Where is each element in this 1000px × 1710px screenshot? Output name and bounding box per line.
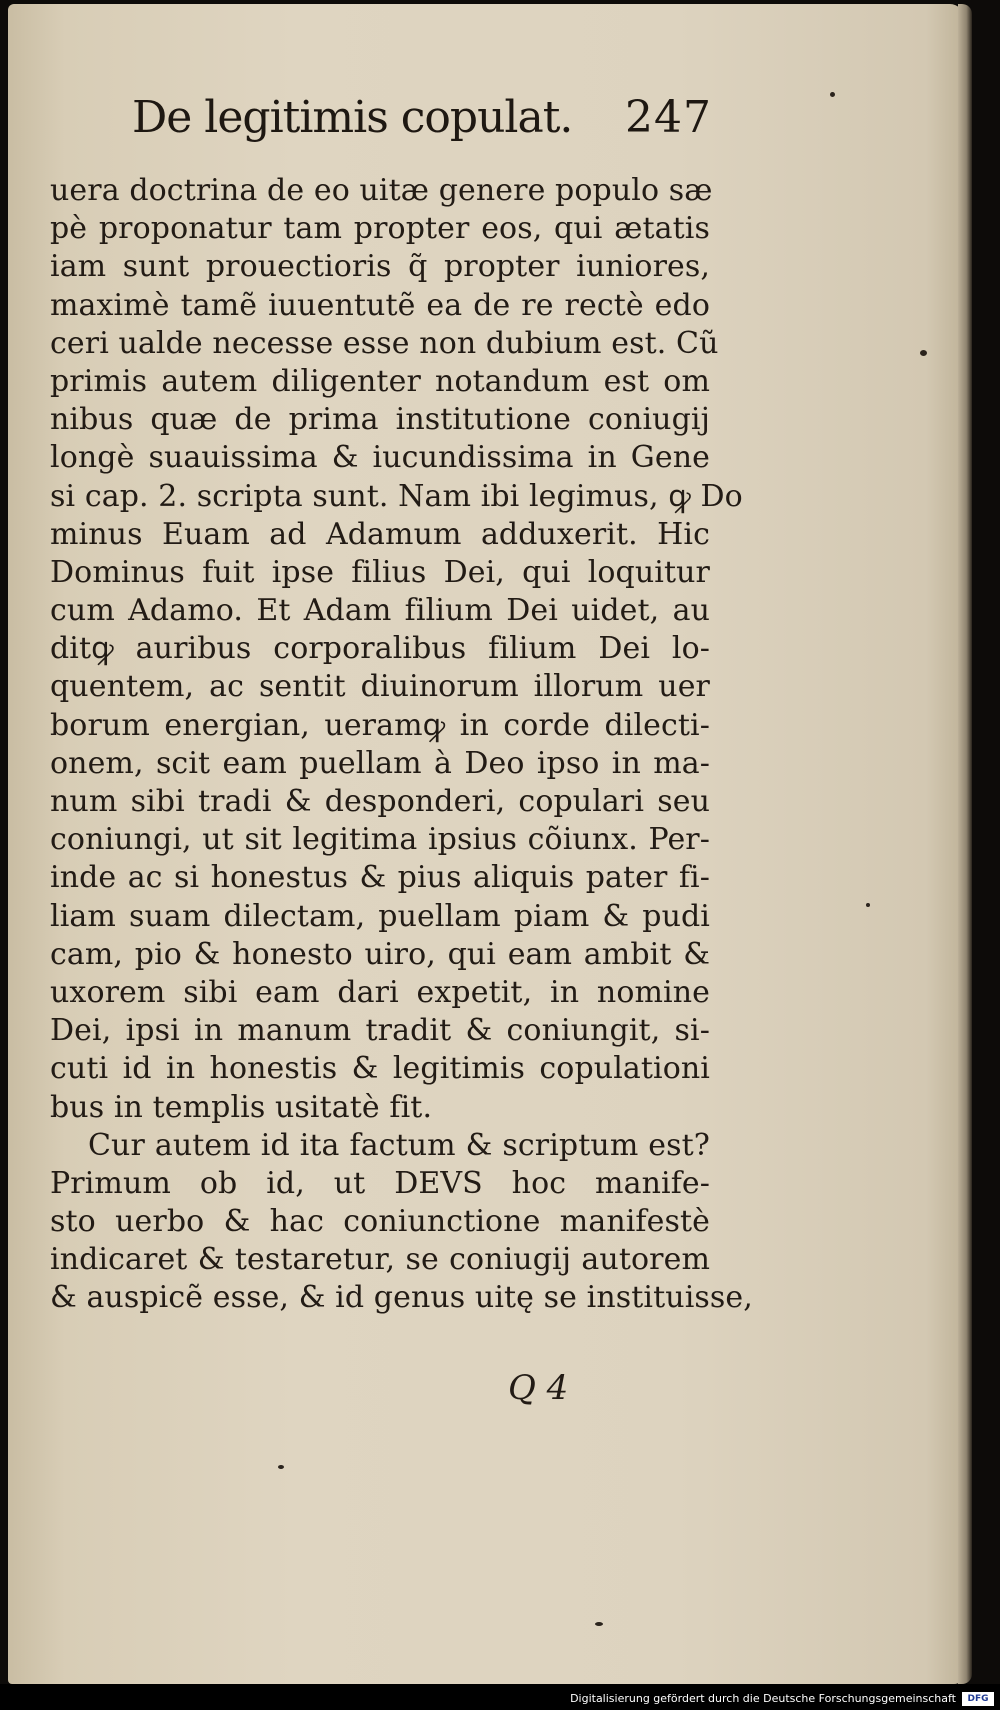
- text-line: ceri ualde necesse esse non dubium est. Cũ: [50, 325, 719, 361]
- text-line: cuti id in honestis & legitimis copulationi: [50, 1051, 710, 1087]
- text-line: maximè tamẽ iuuentutẽ ea de re rectè edo: [50, 287, 710, 323]
- text-line: sto uerbo & hac coniunctione manifestè: [50, 1204, 710, 1240]
- text-line: uera doctrina de eo uitæ genere populo sæ: [50, 173, 713, 208]
- text-line: borum energian, ueramꝙ in corde dilecti-: [50, 707, 710, 743]
- text-line: Dei, ipsi in manum tradit & coniungit, si-: [50, 1013, 710, 1049]
- paper-speck: [595, 1622, 603, 1626]
- text-line: onem, scit eam puellam à Deo ipso in ma-: [50, 745, 710, 781]
- paper-speck: [920, 350, 927, 356]
- paper-speck: [278, 1465, 284, 1469]
- text-line: coniungi, ut sit legitima ipsius cõiunx. Per-: [50, 822, 710, 858]
- text-line: indicaret & testaretur, se coniugij autorem: [50, 1242, 710, 1278]
- signature-mark: Q 4: [508, 1368, 569, 1408]
- text-line: iam sunt prouectioris q̃ propter iuniores,: [50, 249, 710, 285]
- text-line: inde ac si honestus & pius aliquis pater fi-: [50, 860, 710, 896]
- page-header: [132, 92, 712, 150]
- running-head: De legitimis copulat.: [132, 92, 573, 143]
- body-text: [50, 172, 753, 1318]
- text-line: Primum ob id, ut DEVS hoc manife-: [50, 1165, 710, 1201]
- text-line: cam, pio & honesto uiro, qui eam ambit &: [50, 936, 710, 972]
- paper-speck: [866, 903, 870, 907]
- text-line: pè proponatur tam propter eos, qui ætatis: [50, 211, 710, 247]
- paragraph-start-line: Cur autem id ita factum & scriptum est?: [88, 1127, 710, 1163]
- text-line: & auspicẽ esse, & id genus uitę se instituisse,: [50, 1280, 753, 1316]
- paper-speck: [830, 92, 835, 97]
- text-line: uxorem sibi eam dari expetit, in nomine: [50, 974, 710, 1010]
- text-line: quentem, ac sentit diuinorum illorum uer: [50, 669, 710, 705]
- dfg-logo: DFG: [962, 1692, 994, 1706]
- text-line: Dominus fuit ipse filius Dei, qui loquitur: [50, 554, 710, 590]
- page-edge: [958, 4, 972, 1684]
- page-number: 247: [625, 92, 712, 143]
- text-line: num sibi tradi & desponderi, copulari seu: [50, 784, 710, 819]
- text-line: nibus quæ de prima institutione coniugij: [50, 402, 710, 438]
- funding-credit: Digitalisierung gefördert durch die Deutsche Forschungsgemeinschaft: [570, 1692, 956, 1705]
- text-line: ditꝙ auribus corporalibus filium Dei lo-: [50, 631, 710, 667]
- text-line: bus in templis usitatè fit.: [50, 1089, 433, 1125]
- text-line: longè suauissima & iucundissima in Gene: [50, 440, 710, 476]
- text-line: liam suam dilectam, puellam piam & pudi: [50, 898, 710, 934]
- text-line: minus Euam ad Adamum adduxerit. Hic: [50, 516, 710, 552]
- footer-bar: [0, 1684, 1000, 1710]
- text-line: cum Adamo. Et Adam filium Dei uidet, au: [50, 593, 710, 629]
- text-line: primis autem diligenter notandum est om: [50, 363, 710, 399]
- text-line: si cap. 2. scripta sunt. Nam ibi legimus, ꝙ Do: [50, 478, 743, 514]
